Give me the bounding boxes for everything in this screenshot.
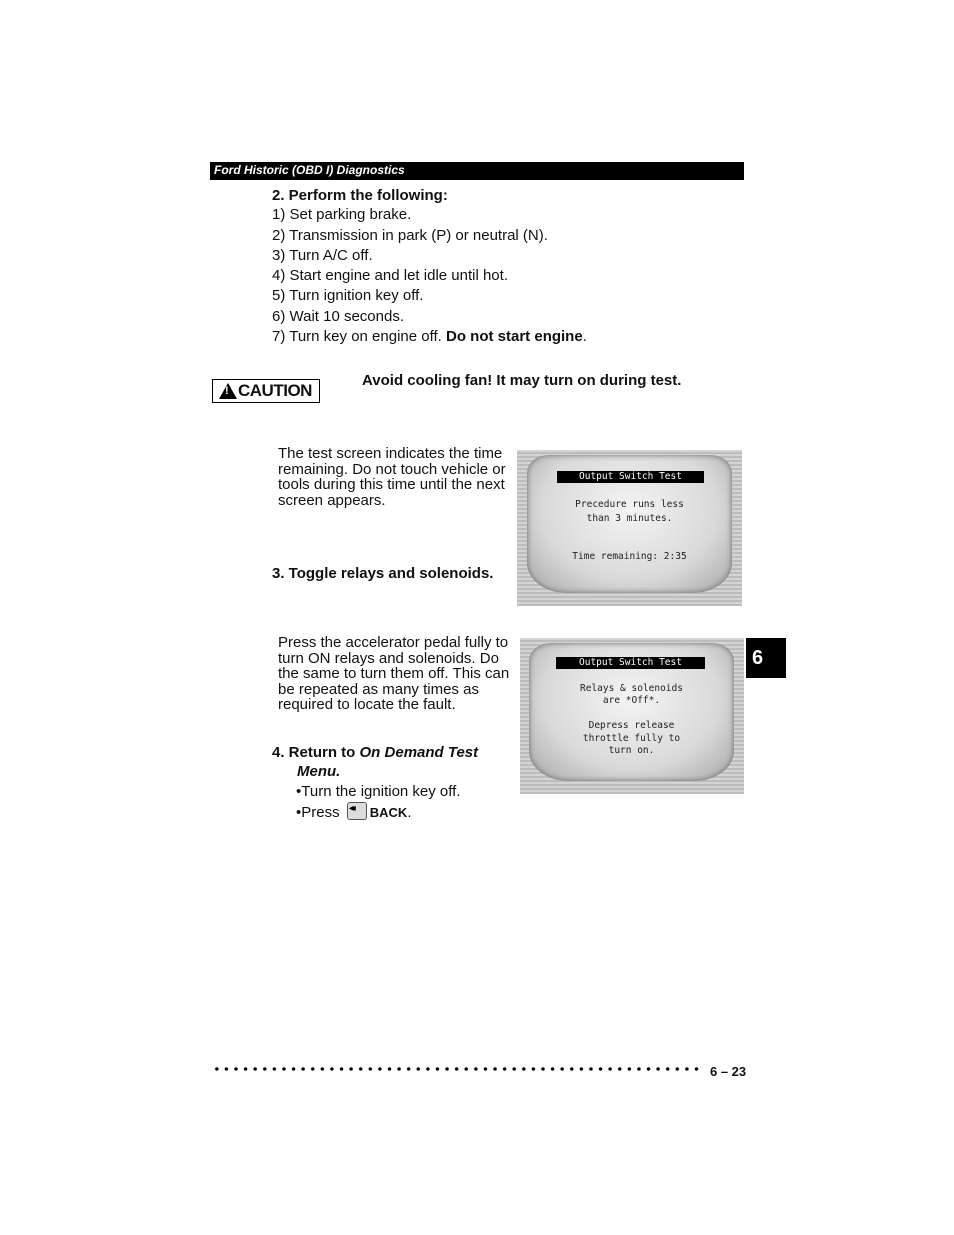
lcd-line: Depress release: [588, 720, 675, 731]
chapter-tab: 6: [746, 638, 786, 678]
step2-item-2: 2) Transmission in park (P) or neutral (N).: [272, 227, 548, 244]
back-key-label: BACK: [369, 805, 408, 820]
header-title: Ford Historic (OBD I) Diagnostics: [214, 163, 405, 177]
step4-italic-1: On Demand Test: [359, 744, 479, 761]
para1-line: The test screen indicates the time: [278, 445, 503, 462]
step2-item-3: 3) Turn A/C off.: [272, 247, 373, 264]
step2-item-7-prefix: 7) Turn key on engine off.: [272, 328, 447, 345]
scan-tool-screen-1: [517, 450, 742, 606]
para2-line: the same to turn them off. This can: [278, 665, 510, 682]
step2-item-1: 1) Set parking brake.: [272, 206, 412, 223]
lcd-title-2: Output Switch Test: [556, 657, 705, 669]
footer-dotted-rule: [212, 1064, 702, 1074]
lcd-display-1: [527, 455, 732, 593]
step4-prefix: 4. Return to: [272, 744, 360, 761]
lcd-line: turn on.: [608, 745, 655, 756]
para2-line: required to locate the fault.: [278, 696, 456, 713]
lcd-line: Relays & solenoids: [580, 683, 683, 694]
scan-tool-screen-2: [520, 638, 744, 794]
step4-bullet-2: [296, 802, 412, 821]
step2-item-7-suffix: .: [582, 328, 587, 345]
page-number: 6 – 23: [710, 1064, 747, 1079]
step2-item-6: 6) Wait 10 seconds.: [272, 308, 405, 325]
lcd-line: than 3 minutes.: [586, 513, 673, 524]
para2-line: turn ON relays and solenoids. Do: [278, 649, 499, 667]
warning-triangle-icon: [219, 383, 237, 399]
step2-item-7: [272, 328, 587, 345]
caution-text: Avoid cooling fan! It may turn on during test.: [362, 372, 682, 389]
step4-bullet-2-suffix: .: [407, 804, 412, 821]
lcd-display-2: [529, 643, 734, 781]
lcd-line: Precedure runs less: [575, 499, 684, 510]
lcd-line: throttle fully to: [582, 733, 681, 744]
para2-line: Press the accelerator pedal fully to: [278, 634, 509, 651]
para1-line: tools during this time until the next: [278, 476, 505, 493]
lcd-time-remaining: Time remaining: 2:35: [572, 551, 687, 562]
para1-line: remaining. Do not touch vehicle or: [278, 460, 506, 478]
caution-label: CAUTION: [238, 381, 312, 400]
para2-line: be repeated as many times as: [278, 680, 479, 698]
lcd-title-1: Output Switch Test: [557, 471, 704, 483]
step4-heading-cont: [297, 763, 340, 780]
para1-line: screen appears.: [278, 491, 386, 509]
step2-item-4: 4) Start engine and let idle until hot.: [272, 267, 508, 284]
accelerator-description: [278, 635, 514, 713]
test-screen-description: [278, 446, 514, 508]
step2-item-7-bold: Do not start engine: [446, 328, 583, 345]
step3-heading: 3. Toggle relays and solenoids.: [272, 565, 494, 582]
back-key-icon: [347, 802, 367, 820]
step2-item-5: 5) Turn ignition key off.: [272, 287, 424, 304]
step4-bullet-2-prefix: •Press: [296, 804, 344, 821]
lcd-line: are *Off*.: [602, 695, 661, 706]
step2-heading: 2. Perform the following:: [272, 187, 448, 204]
caution-label-box: [212, 379, 320, 403]
step4-bullet-1: •Turn the ignition key off.: [296, 783, 461, 800]
header-bar: [210, 162, 744, 180]
step4-italic-2: Menu.: [297, 763, 341, 780]
step4-heading: [272, 744, 478, 761]
